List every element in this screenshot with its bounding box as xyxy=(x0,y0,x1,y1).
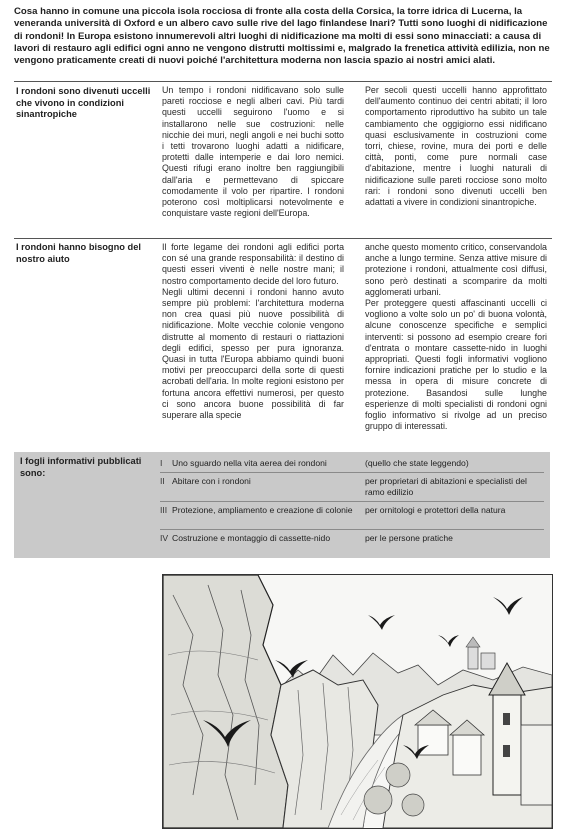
section-heading-synanthropic: I rondoni sono divenuti uccelli che vivono in condizioni sinantropiche xyxy=(16,86,151,119)
sheet-audience: per proprietari di abitazioni e specialisti del ramo edilizio xyxy=(365,476,527,497)
info-sheets-table xyxy=(14,452,550,558)
sheet-number: II xyxy=(160,476,165,486)
swift-landscape-illustration xyxy=(162,574,553,829)
sheet-audience: (quello che state leggendo) xyxy=(365,458,469,468)
section-2-column-2: anche questo momento critico, conservandola anche a lungo termine. Senza attive misure di protezione i rondoni, attualmente così diffusi, sono però destinati a scomparire da molti agglomerati urbani. Per proteggere questi affascinanti uccelli ci vogliono a volte solo un po' di buona volontà, alcune conoscenze specifiche e semplici interventi: si possono ad esempio creare fori d'entrata o montare cassette-nido in luoghi appropriati. Questi fogli informativi vogliono fornire indicazioni pratiche per lo studio e la messa in opera di misure concrete di protezione. Basandosi sulle lunghe esperienze di molti specialisti di rondoni ogni foglio informativo si rivolge ad un preciso gruppo di interessati. xyxy=(365,242,547,432)
intro-paragraph: Cosa hanno in comune una piccola isola rocciosa di fronte alla costa della Corsica, la torre idrica di Lucerna, la veneranda università di Oxford e un albero cavo sulle rive del lago finlandese Inari? Tutti sono luoghi di nidificazione di rondoni! In Europa esistono innumerevoli altri luoghi di nidificazione ma molti di essi sono minacciati: a causa di lavori di restauro agli edifici ogni anno ne vengono distrutti moltissimi e, malgrado la frenetica attività edilizia, non ne vengono praticamente creati di nuovi poiché l'architettura moderna non lascia spazio ai nostri amici alati. xyxy=(14,6,550,67)
section-1-column-2: Per secoli questi uccelli hanno approfittato dell'aumento continuo dei centri abitati; il loro comportamento riproduttivo ha subito un tale cambiamento che oggigiorno essi nidificano quasi esclusivamente in costruzioni come torri, chiese, rovine, mura dei porti e delle città, ponti, come pure normali case d'abitazione, mentre i luoghi naturali di nidificazione sulle pareti rocciose sono molto rari: i rondoni sono divenuti uccelli ben adattati a vivere in condizioni sinantropiche. xyxy=(365,85,547,208)
sheet-title: Protezione, ampliamento e creazione di colonie xyxy=(172,505,353,515)
section-heading-help: I rondoni hanno bisogno del nostro aiuto xyxy=(16,242,141,264)
table-row xyxy=(160,472,544,500)
info-sheets-heading: I fogli informativi pubblicati sono: xyxy=(20,456,142,478)
sheet-title: Costruzione e montaggio di cassette-nido xyxy=(172,533,331,543)
sheet-number: IV xyxy=(160,533,169,543)
sheet-number: I xyxy=(160,458,163,468)
table-row xyxy=(160,529,544,557)
section-divider xyxy=(14,238,552,239)
sheet-audience: per ornitologi e protettori della natura xyxy=(365,505,506,515)
sheet-audience: per le persone pratiche xyxy=(365,533,453,543)
section-divider xyxy=(14,81,552,82)
landscape-drawing xyxy=(163,575,552,828)
row-divider xyxy=(160,501,544,502)
row-divider xyxy=(160,529,544,530)
sheet-title: Abitare con i rondoni xyxy=(172,476,251,486)
table-row xyxy=(160,501,544,529)
row-divider xyxy=(160,472,544,473)
sheet-title: Uno sguardo nella vita aerea dei rondoni xyxy=(172,458,327,468)
sheet-number: III xyxy=(160,505,168,515)
section-2-column-1: Il forte legame dei rondoni agli edifici porta con sé una grande responsabilità: il destino di questi esseri viventi è nelle nostre mani; il nostro comportamento decide del loro futuro. Negli ultimi decenni i rondoni hanno avuto sempre più problemi: l'architettura moderna non crea quasi più nuove possibilità di nidificazione. Molte vecchie colonie vengono distrutte al momento di restauri o riattazioni degli edifici, spesso per pura ignoranza. Quasi in tutta l'Europa abbiamo quindi buoni motivi per preoccuparci della sorte di questi acrobati dell'aria. In molte regioni esistono per fortuna ancora effettivi numerosi, per questo ci sono ancora buone possibilità di far superare alla specie xyxy=(162,242,344,421)
section-1-column-1: Un tempo i rondoni nidificavano solo sulle pareti rocciose e negli alberi cavi. Più tardi questi uccelli seguirono l'uomo e si installarono nelle sue costruzioni: nelle nicchie dei muri, negli angoli e nei buchi sotto i tetti trovarono luoghi adatti a nidificare, protetti dalle intemperie e dai loro nemici. Questi rifugi erano inoltre ben raggiungibili dall'aria e permettevano di spiccare comodamente il volo per ripartire. I rondoni poterono così moltiplicarsi notevolmente e conquistare vaste regioni dell'Europa. xyxy=(162,85,344,219)
